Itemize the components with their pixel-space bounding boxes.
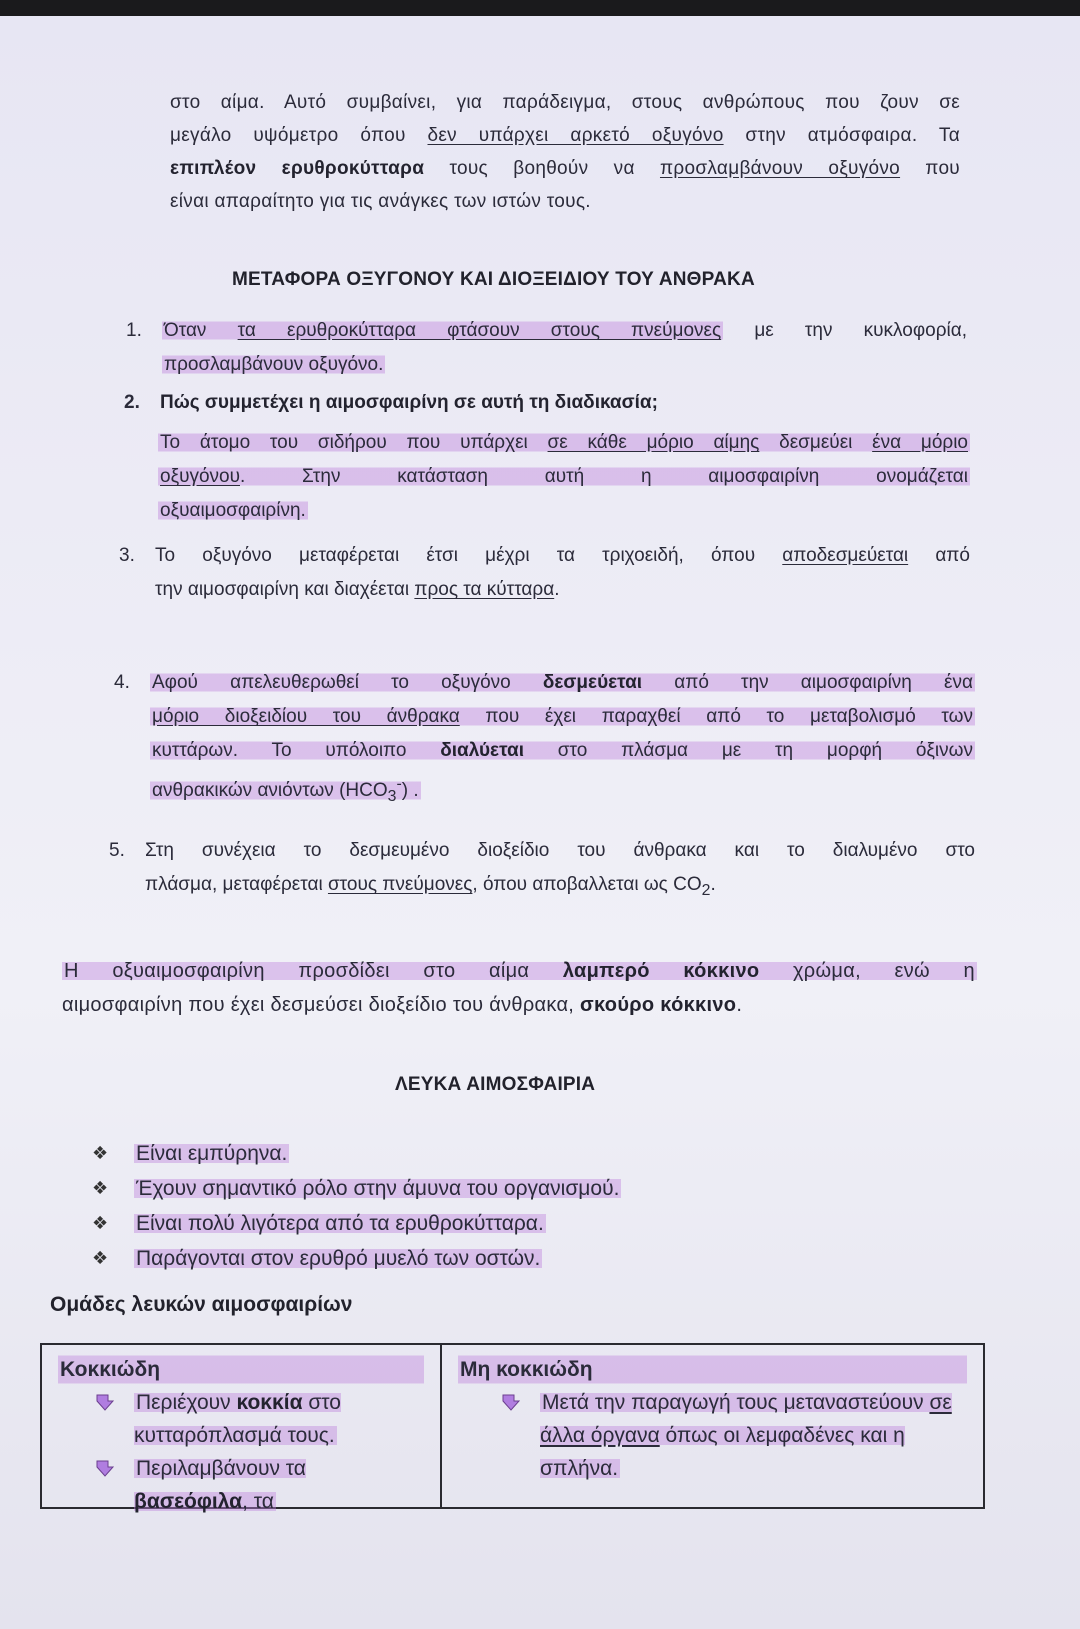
- item-text: κυττάρων. Το υπόλοιπο: [152, 740, 441, 761]
- underlined-text: προς τα κύτταρα: [414, 579, 555, 600]
- item-line: [150, 734, 975, 768]
- item-line: Στη συνέχεια το δεσμευμένο διοξείδιο του άνθρακα και το διαλυμένο στο: [145, 840, 975, 861]
- intro-underlined: δεν υπάρχει αρκετό οξυγόνο: [427, 125, 724, 146]
- bullet-text: Έχουν σημαντικό ρόλο στην άμυνα του οργανισμού.: [136, 1177, 620, 1200]
- intro-line: στο αίμα. Αυτό συμβαίνει, για παράδειγμα, στους ανθρώπους που ζουν σε: [170, 92, 960, 113]
- summary-text: .: [736, 994, 743, 1016]
- bold-text: δεσμεύεται: [542, 672, 643, 693]
- item-text: την αιμοσφαιρίνη και διαχέεται: [155, 579, 415, 600]
- section-heading: ΜΕΤΑΦΟΡΑ ΟΞΥΓΟΝΟΥ ΚΑΙ ΔΙΟΞΕΙΔΙΟΥ ΤΟΥ ΑΝΘΡΑΚΑ: [232, 269, 755, 290]
- question-text: Πώς συμμετέχει η αιμοσφαιρίνη σε αυτή τη διαδικασία;: [160, 392, 658, 413]
- item-line: [155, 539, 970, 573]
- table-column-granular: [42, 1345, 442, 1513]
- summary-text: Η οξυαιμοσφαιρίνη προσδίδει στο αίμα: [64, 960, 563, 982]
- list-item: [114, 666, 975, 814]
- item-line: [155, 573, 970, 607]
- item-line: [150, 700, 975, 734]
- item-text: Το άτομο του σιδήρου που υπάρχει: [160, 432, 548, 453]
- summary-line: [62, 988, 977, 1022]
- highlighted-text: [134, 1457, 306, 1513]
- bullet-text: Είναι πολύ λιγότερα από τα ερυθροκύτταρα.: [136, 1212, 544, 1235]
- item-text: ) .: [401, 780, 419, 802]
- underlined-text: σε άλλα όργανα: [540, 1391, 952, 1447]
- intro-text: στην ατμόσφαιρα. Τα: [723, 125, 960, 146]
- item-line: [150, 666, 975, 700]
- summary-text: αιμοσφαιρίνη που έχει δεσμεύσει διοξείδιο του άνθρακα,: [62, 994, 581, 1016]
- highlighted-text: [158, 466, 970, 487]
- highlighted-text: [162, 320, 723, 341]
- item-text: , όπου αποβαλλεται ως CO: [472, 874, 702, 895]
- document-page: [0, 16, 1080, 1629]
- table-list-item: [500, 1386, 967, 1485]
- bullet-list: [92, 1136, 792, 1276]
- groups-title: Ομάδες λευκών αιμοσφαιρίων: [50, 1293, 353, 1316]
- intro-text: που: [900, 158, 960, 179]
- underlined-text: μόριο διοξειδίου του άνθρακα: [152, 706, 460, 727]
- item-number: 2.: [124, 392, 140, 413]
- intro-text: μεγάλο υψόμετρο όπου: [170, 125, 428, 146]
- item-text: Το οξυγόνο μεταφέρεται έτσι μέχρι τα τριχοειδή, όπου: [155, 545, 783, 566]
- intro-line: είναι απαραίτητο για τις ανάγκες των ιστών τους.: [170, 191, 591, 212]
- cell-text: , τα: [242, 1490, 274, 1513]
- summary-line: [62, 954, 977, 988]
- bold-text: λαμπερό κόκκινο: [562, 960, 760, 982]
- highlighted-text: [150, 706, 975, 727]
- item-text: .: [710, 874, 716, 895]
- item-text: Όταν: [164, 320, 238, 341]
- highlighted-text: [158, 432, 970, 453]
- bullet-text: Είναι εμπύρηνα.: [136, 1142, 288, 1165]
- list-item: [124, 386, 965, 420]
- item-number: 1.: [126, 320, 142, 341]
- highlighted-text: [540, 1391, 952, 1480]
- list-item: [119, 539, 970, 607]
- table-column-agranular: [442, 1345, 983, 1507]
- underlined-text: αποδεσμεύεται: [782, 545, 909, 566]
- answer-paragraph: [158, 426, 970, 528]
- item-line: [158, 426, 970, 460]
- diamond-bullet-icon: ❖: [92, 1178, 109, 1198]
- down-arrow-icon: [94, 1458, 116, 1478]
- bullet-item: [92, 1206, 792, 1241]
- item-line: [162, 314, 967, 348]
- item-number: 5.: [109, 840, 125, 861]
- item-text: που έχει παραχθεί από το μεταβολισμό των: [459, 706, 974, 727]
- highlighted-text: οξυαιμοσφαιρίνη.: [160, 500, 306, 521]
- highlighted-text: [150, 740, 975, 761]
- bullet-item: [92, 1241, 792, 1276]
- item-text: .: [554, 579, 560, 600]
- intro-underlined: προσλαμβάνουν οξυγόνο: [659, 158, 901, 179]
- list-item: [126, 314, 967, 382]
- subscript: 2: [701, 881, 711, 899]
- highlighted-text: [62, 960, 977, 982]
- bold-text: κοκκία: [236, 1391, 303, 1414]
- bullet-item: [92, 1171, 792, 1206]
- section-heading: ΛΕΥΚΑ ΑΙΜΟΣΦΑΙΡΙΑ: [395, 1074, 596, 1095]
- subscript: 3: [387, 788, 397, 806]
- item-text: Αφού απελευθερωθεί το οξυγόνο: [152, 672, 543, 693]
- item-text: στο πλάσμα με τη μορφή όξινων: [523, 740, 973, 761]
- intro-bold: επιπλέον ερυθροκύτταρα: [170, 158, 425, 179]
- highlighted-text: προσλαμβάνουν οξυγόνο.: [164, 354, 384, 375]
- item-text: από: [908, 545, 970, 566]
- item-text: δεσμεύει: [759, 432, 873, 453]
- bullet-item: [92, 1136, 792, 1171]
- cell-text: Περιέχουν: [136, 1391, 237, 1414]
- list-item: [109, 834, 975, 908]
- underlined-text: σε κάθε μόριο αίμης: [547, 432, 760, 453]
- intro-text: τους βοηθούν να: [424, 158, 660, 179]
- cell-text: όπως οι λεμφαδένες και η σπλήνα.: [540, 1424, 905, 1480]
- bold-text: βασεόφιλα: [134, 1490, 243, 1513]
- underlined-text: τα ερυθροκύτταρα φτάσουν στους πνεύμονες: [237, 320, 722, 341]
- bold-text: σκούρο κόκκινο: [580, 994, 737, 1016]
- item-line: [158, 460, 970, 494]
- highlighted-text: [150, 672, 975, 693]
- groups-table: [40, 1343, 985, 1513]
- item-number: 3.: [119, 545, 135, 566]
- underlined-text: οξυγόνου: [160, 466, 240, 487]
- column-header: Μη κοκκιώδη: [458, 1353, 967, 1386]
- item-text: από την αιμοσφαιρίνη ένα: [642, 672, 973, 693]
- column-header: Κοκκιώδη: [58, 1353, 424, 1386]
- item-line: [150, 768, 975, 814]
- intro-line: [170, 119, 960, 152]
- item-text: ανθρακικών ανιόντων (HCO: [152, 780, 388, 802]
- item-text: πλάσμα, μεταφέρεται: [145, 874, 328, 895]
- highlighted-text: [150, 776, 421, 806]
- bullet-text: Παράγονται στον ερυθρό μυελό των οστών.: [136, 1247, 541, 1270]
- intro-line: [170, 152, 960, 185]
- item-line: [162, 348, 967, 382]
- down-arrow-icon: [94, 1392, 116, 1412]
- diamond-bullet-icon: ❖: [92, 1143, 109, 1163]
- table-list-item: [94, 1452, 424, 1518]
- intro-paragraph: [170, 86, 960, 218]
- superscript: -: [396, 776, 402, 793]
- item-text: . Στην κατάσταση αυτή η αιμοσφαιρίνη ονομάζεται: [240, 466, 968, 487]
- diamond-bullet-icon: ❖: [92, 1213, 109, 1233]
- underlined-text: ένα μόριο: [872, 432, 968, 453]
- item-line: [158, 494, 970, 528]
- cell-text: Μετά την παραγωγή τους μεταναστεύουν: [542, 1391, 930, 1414]
- cell-text: Περιλαμβάνουν τα: [136, 1457, 306, 1480]
- underlined-text: στους πνεύμονες: [327, 874, 473, 895]
- item-line: [145, 868, 975, 908]
- down-arrow-icon: [500, 1392, 522, 1412]
- summary-paragraph: [62, 954, 977, 1022]
- item-text: με την κυκλοφορία,: [723, 320, 967, 341]
- highlighted-text: [134, 1391, 341, 1447]
- bold-text: διαλύεται: [440, 740, 524, 761]
- cell-text: στο κυτταρόπλασμά τους.: [134, 1391, 341, 1447]
- item-number: 4.: [114, 672, 130, 693]
- table-list-item: [94, 1386, 424, 1452]
- diamond-bullet-icon: ❖: [92, 1248, 109, 1268]
- summary-text: χρώμα, ενώ η: [759, 960, 975, 982]
